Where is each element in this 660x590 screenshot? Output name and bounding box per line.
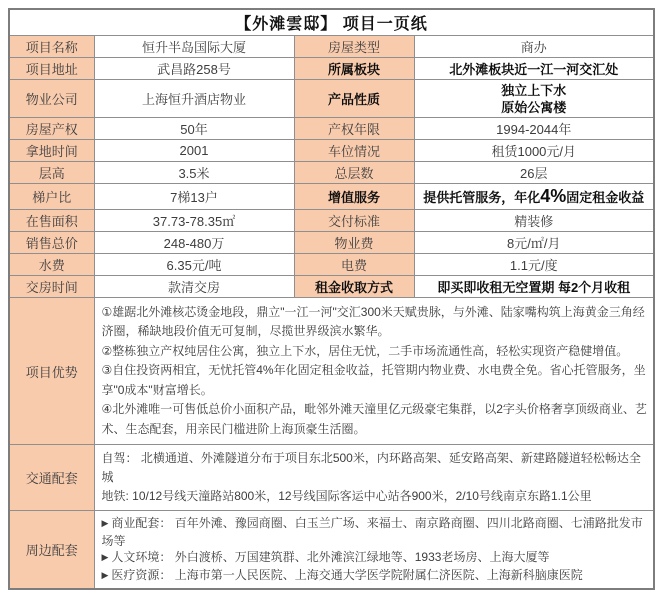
advantage-item: ③自住投资两相宜，无忧托管4%年化固定租金收益，托管期内物业费、水电费全免。省心托管服务，坐享"0成本"财富增长。 — [101, 363, 646, 397]
label-water-fee: 水费 — [9, 254, 94, 276]
label-house-type: 房屋类型 — [294, 36, 414, 58]
label-district: 所属板块 — [294, 58, 414, 80]
value-delivery-standard: 精装修 — [414, 210, 654, 232]
label-traffic-facilities: 交通配套 — [9, 445, 94, 511]
value-total-price: 248-480万 — [94, 232, 294, 254]
page-title: 【外滩雲邸】 项目一页纸 — [9, 9, 654, 36]
value-property-company: 上海恒升酒店物业 — [94, 80, 294, 118]
periphery-facilities-content — [94, 511, 654, 590]
value-total-floors: 26层 — [414, 162, 654, 184]
bullet-triangle-icon: ▶ — [101, 518, 109, 528]
value-handover-time: 款清交房 — [94, 276, 294, 298]
value-district: 北外滩板块近一江一河交汇处 — [414, 58, 654, 80]
value-product-nature — [414, 80, 654, 118]
value-area-on-sale: 37.73-78.35㎡ — [94, 210, 294, 232]
project-info-table — [8, 8, 655, 590]
value-elevator-ratio: 7梯13户 — [94, 184, 294, 210]
value-electricity-fee: 1.1元/度 — [414, 254, 654, 276]
value-project-name: 恒升半岛国际大厦 — [94, 36, 294, 58]
label-electricity-fee: 电费 — [294, 254, 414, 276]
table-row — [9, 118, 654, 140]
bullet-triangle-icon: ▶ — [101, 569, 109, 580]
table-row — [9, 254, 654, 276]
label-land-year: 拿地时间 — [9, 140, 94, 162]
periphery-item — [102, 515, 648, 549]
periphery-item-text: 商业配套： 百年外滩、豫园商圈、白玉兰广场、来福士、南京路商圈、四川北路商圈、七浦路批发市场等 — [101, 516, 643, 548]
label-total-price: 销售总价 — [9, 232, 94, 254]
label-total-floors: 总层数 — [294, 162, 414, 184]
value-property-rights: 50年 — [94, 118, 294, 140]
value-land-year: 2001 — [94, 140, 294, 162]
value-house-type: 商办 — [414, 36, 654, 58]
label-property-company: 物业公司 — [9, 80, 94, 118]
label-property-fee: 物业费 — [294, 232, 414, 254]
label-project-address: 项目地址 — [9, 58, 94, 80]
section-periphery-row — [9, 511, 654, 590]
value-water-fee: 6.35元/吨 — [94, 254, 294, 276]
label-area-on-sale: 在售面积 — [9, 210, 94, 232]
table-row — [9, 58, 654, 80]
table-row — [9, 232, 654, 254]
label-parking: 车位情况 — [294, 140, 414, 162]
advantage-item: ②整栋独立产权纯居住公寓，独立上下水，居住无忧，二手市场流通性高，轻松实现资产稳健增值。 — [101, 343, 629, 358]
periphery-item-text: 医疗资源： 上海市第一人民医院、上海交通大学医学院附属仁济医院、上海新科脑康医院 — [111, 567, 583, 582]
label-handover-time: 交房时间 — [9, 276, 94, 298]
title-row — [9, 9, 654, 36]
table-row — [9, 80, 654, 118]
value-added-post: 固定租金收益 — [566, 190, 645, 205]
label-value-added-service: 增值服务 — [294, 184, 414, 210]
table-row — [9, 140, 654, 162]
label-delivery-standard: 交付标准 — [294, 210, 414, 232]
section-advantages-row — [9, 298, 654, 445]
traffic-item: 自驾： 北横通道、外滩隧道分布于项目东北500米，内环路高架、延安路高架、新建路隧道轻松畅达全城 — [101, 451, 641, 484]
value-product-nature-line2: 原始公寓楼 — [501, 99, 567, 115]
value-value-added-service — [414, 184, 654, 210]
label-property-rights: 房屋产权 — [9, 118, 94, 140]
project-one-pager-sheet — [8, 8, 653, 582]
value-parking: 租赁1000元/月 — [414, 140, 654, 162]
table-row — [9, 36, 654, 58]
label-project-advantages: 项目优势 — [9, 298, 94, 445]
periphery-item — [102, 567, 648, 585]
periphery-item — [102, 549, 648, 567]
label-elevator-ratio: 梯户比 — [9, 184, 94, 210]
table-row — [9, 276, 654, 298]
label-product-nature: 产品性质 — [294, 80, 414, 118]
table-row — [9, 210, 654, 232]
value-added-pre: 提供托管服务，年化 — [423, 190, 541, 205]
project-advantages-content — [94, 298, 654, 445]
table-row — [9, 162, 654, 184]
value-product-nature-line1: 独立上下水 — [501, 82, 567, 98]
value-tenure-years: 1994-2044年 — [414, 118, 654, 140]
label-project-name: 项目名称 — [9, 36, 94, 58]
value-project-address: 武昌路258号 — [94, 58, 294, 80]
table-row — [9, 184, 654, 210]
label-rent-collection: 租金收取方式 — [294, 276, 414, 298]
traffic-facilities-content — [94, 445, 654, 511]
advantage-item: ①雄踞北外滩核芯烫金地段，鼎立"一江一河"交汇300米天赋贵脉，与外滩、陆家嘴构筑上海黄金三角经济圈，稀缺地段价值无可复制，尽揽世界级滨水繁华。 — [101, 304, 645, 339]
value-rent-collection: 即买即收租无空置期 每2个月收租 — [414, 276, 654, 298]
traffic-item: 地铁: 10/12号线天潼路站800米，12号线国际客运中心站各900米，2/10号线南京东路1.1公里 — [101, 489, 592, 503]
value-property-fee: 8元/㎡/月 — [414, 232, 654, 254]
label-floor-height: 层高 — [9, 162, 94, 184]
value-added-percent: 4% — [540, 186, 567, 206]
label-tenure-years: 产权年限 — [294, 118, 414, 140]
label-periphery-facilities: 周边配套 — [9, 511, 94, 590]
section-traffic-row — [9, 445, 654, 511]
periphery-item-text: 人文环境： 外白渡桥、万国建筑群、北外滩滨江绿地等、1933老场房、上海大厦等 — [111, 550, 550, 564]
value-floor-height: 3.5米 — [94, 162, 294, 184]
bullet-triangle-icon: ▶ — [101, 552, 109, 562]
advantage-item: ④北外滩唯一可售低总价小面积产品，毗邻外滩天潼里亿元级豪宅集群，以2字头价格奢享顶级商业、艺术、生态配套，用亲民门槛进阶上海顶豪生活圈。 — [101, 402, 647, 436]
